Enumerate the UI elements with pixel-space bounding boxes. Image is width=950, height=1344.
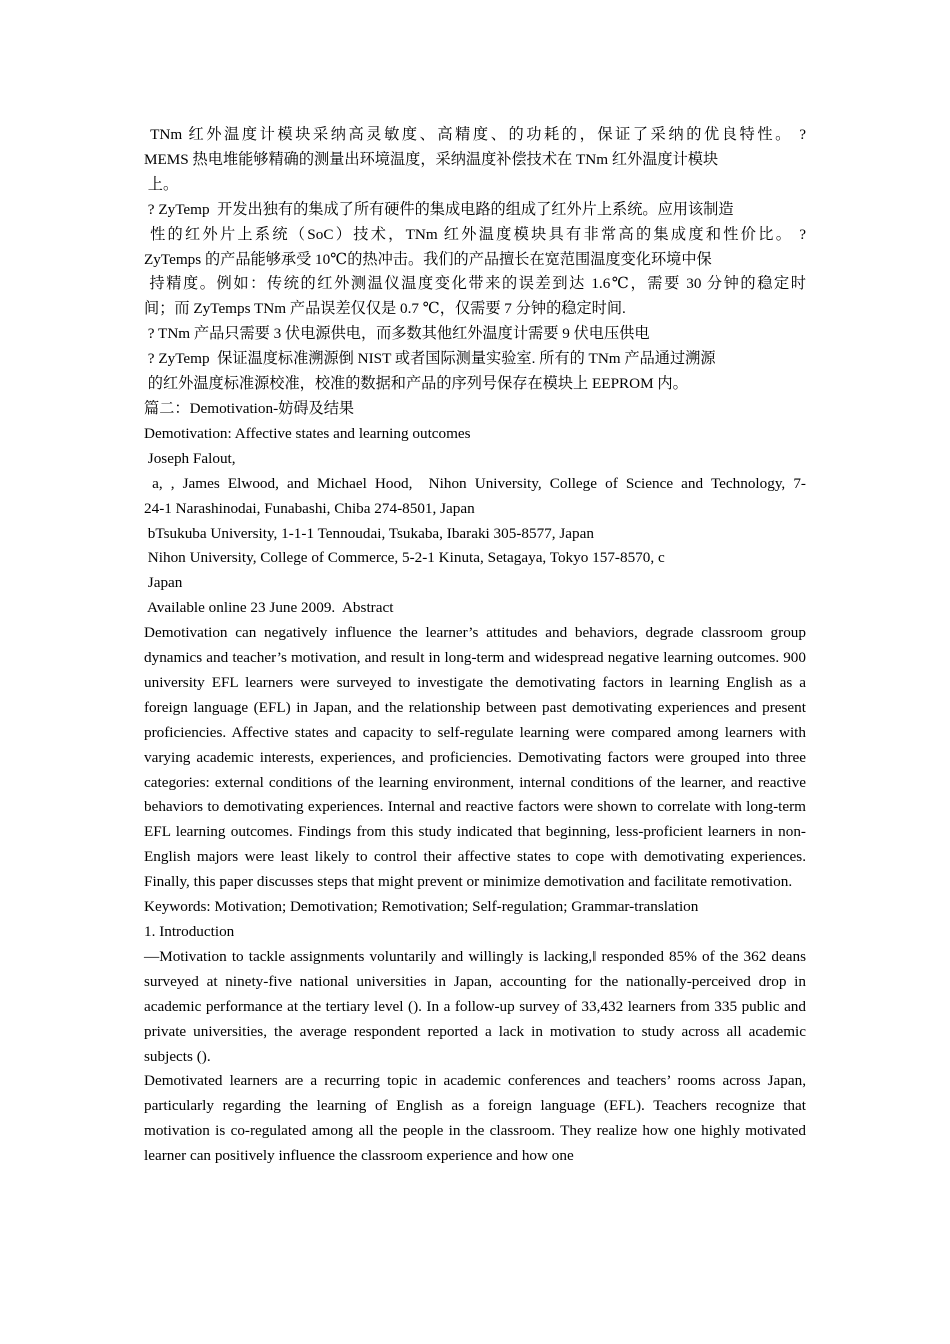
text-line: TNm 红外温度计模块采纳高灵敏度、高精度、的功耗的，保证了采纳的优良特性。 ? [144, 126, 806, 143]
text-line: 篇二：Demotivation-妨碍及结果 [144, 399, 355, 417]
intro-heading: 1. Introduction [144, 923, 235, 940]
text-line: Joseph Falout, [144, 449, 236, 467]
text-line: bTsukuba University, 1-1-1 Tennoudai, Tsukaba, Ibaraki 305-8577, Japan [144, 524, 594, 542]
text-line: 持精度。例如：传统的红外测温仪温度变化带来的误差到达 1.6℃，需要 30 分钟的稳定时 [144, 275, 806, 293]
text-line: ZyTemps 的产品能够承受 10℃的热冲击。我们的产品擅长在宽范围温度变化环境中保 [144, 250, 712, 268]
text-line: 性的红外片上系统（SoC）技术，TNm 红外温度模块具有非常高的集成度和性价比。 ? [144, 225, 806, 243]
text-line: Available online 23 June 2009. Abstract [144, 599, 394, 617]
text-line: 上。 [144, 175, 179, 193]
text-line: 间；而 ZyTemps TNm 产品误差仅仅是 0.7 ℃，仅需要 7 分钟的稳定时间. [144, 300, 626, 318]
text-line: MEMS 热电堆能够精确的测量出环境温度，采纳温度补偿技术在 TNm 红外温度计模块 [144, 150, 719, 168]
header-lines [144, 123, 806, 621]
text-line: 24-1 Narashinodai, Funabashi, Chiba 274-8501, Japan [144, 499, 475, 517]
document-page [144, 123, 806, 1169]
text-line: ? ZyTemp 开发出独有的集成了所有硬件的集成电路的组成了红外片上系统。应用该制造 [144, 200, 734, 218]
abstract-paragraph: Demotivation can negatively influence the learner’s attitudes and behaviors, degrade classroom group dynamics and teacher’s motivation, and result in long-term and widespread negative learning outcomes. 900 university EFL learners were surveyed to investigate the demotivating factors in learning English as a foreign language (EFL) in Japan, and the relationship between past demotivating experiences and present proficiencies. Affective states and capacity to self-regulate learning were compared among learners with varying academic interests, experiences, and proficiencies. Demotivating factors were grouped into three categories: external conditions of the learning environment, internal conditions of the learner, and reactive behaviors to demotivating experiences. Internal and reactive factors were shown to correlate with long-term EFL learning outcomes. Findings from this study indicated that beginning, less-proficient learners in non-English majors were least likely to control their affective states to cope with demotivating experiences. Finally, this paper discusses steps that might prevent or minimize demotivation and facilitate remotivation. [144, 624, 806, 891]
text-line: Nihon University, College of Commerce, 5-2-1 Kinuta, Setagaya, Tokyo 157-8570, c [144, 549, 665, 567]
text-line: 的红外温度标准源校准，校准的数据和产品的序列号保存在模块上 EEPROM 内。 [144, 375, 688, 393]
keywords-line: Keywords: Motivation; Demotivation; Remotivation; Self-regulation; Grammar-translation [144, 898, 699, 916]
text-line: ? TNm 产品只需要 3 伏电源供电，而多数其他红外温度计需要 9 伏电压供电 [144, 325, 650, 343]
text-line: a, , James Elwood, and Michael Hood, Nihon University, College of Science and Technology, 7- [144, 474, 806, 492]
text-line: Japan [144, 574, 183, 592]
intro-paragraph-1: —Motivation to tackle assignments voluntarily and willingly is lacking,‖ responded 85% of the 362 deans surveyed at ninety-five national universities in Japan, accounting for the nationally-perceived drop in academic performance at the tertiary level (). In a follow-up survey of 33,432 learners from 335 public and private universities, the average respondent reported a lack in motivation to study across all academic subjects (). [144, 947, 806, 1065]
intro-paragraph-2: Demotivated learners are a recurring topic in academic conferences and teachers’ rooms across Japan, particularly regarding the learning of English as a foreign language (EFL). Teachers recognize that motivation is co-regulated among all the people in the classroom. They realize how one highly motivated learner can positively influence the classroom experience and how one [144, 1072, 806, 1165]
text-line: Demotivation: Affective states and learning outcomes [144, 424, 471, 442]
text-line: ? ZyTemp 保证温度标准溯源倒 NIST 或者国际测量实验室. 所有的 TNm 产品通过溯源 [144, 350, 716, 368]
